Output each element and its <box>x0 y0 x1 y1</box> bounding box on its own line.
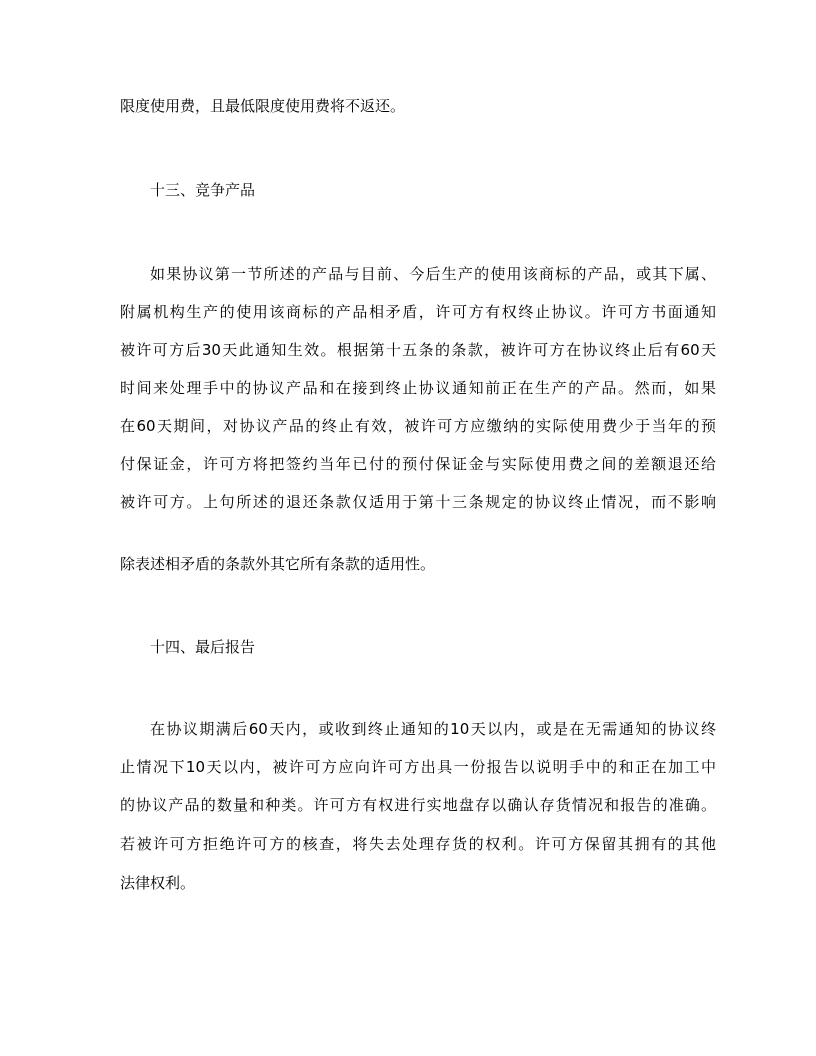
paragraph-line: 付保证金，许可方将把签约当年已付的预付保证金与实际使用费之间的差额退还给 <box>120 455 716 473</box>
section-heading-competing-products: 十三、竞争产品 <box>150 181 256 199</box>
paragraph-line: 在协议期满后60天内，或收到终止通知的10天以内，或是在无需通知的协议终 <box>150 720 716 738</box>
paragraph-line: 法律权利。 <box>120 874 196 892</box>
section-heading-final-report: 十四、最后报告 <box>150 638 256 656</box>
paragraph-line: 时间来处理手中的协议产品和在接到终止协议通知前正在生产的产品。然而，如果 <box>120 379 716 397</box>
paragraph-line: 若被许可方拒绝许可方的核查，将失去处理存货的权利。许可方保留其拥有的其他 <box>120 835 716 853</box>
paragraph-line: 被许可方后30天此通知生效。根据第十五条的条款，被许可方在协议终止后有60天 <box>120 341 716 359</box>
paragraph-line: 止情况下10天以内，被许可方应向许可方出具一份报告以说明手中的和正在加工中 <box>120 758 716 776</box>
paragraph-line: 附属机构生产的使用该商标的产品相矛盾，许可方有权终止协议。许可方书面通知 <box>120 303 716 321</box>
paragraph-line: 被许可方。上句所述的退还条款仅适用于第十三条规定的协议终止情况，而不影响 <box>120 493 716 511</box>
paragraph-line: 如果协议第一节所述的产品与目前、今后生产的使用该商标的产品，或其下属、 <box>150 265 716 283</box>
paragraph-line: 除表述相矛盾的条款外其它所有条款的适用性。 <box>120 555 436 573</box>
paragraph-line: 的协议产品的数量和种类。许可方有权进行实地盘存以确认存货情况和报告的准确。 <box>120 796 716 814</box>
paragraph-line: 限度使用费，且最低限度使用费将不返还。 <box>120 97 406 115</box>
paragraph-line: 在60天期间，对协议产品的终止有效，被许可方应缴纳的实际使用费少于当年的预 <box>120 417 716 435</box>
